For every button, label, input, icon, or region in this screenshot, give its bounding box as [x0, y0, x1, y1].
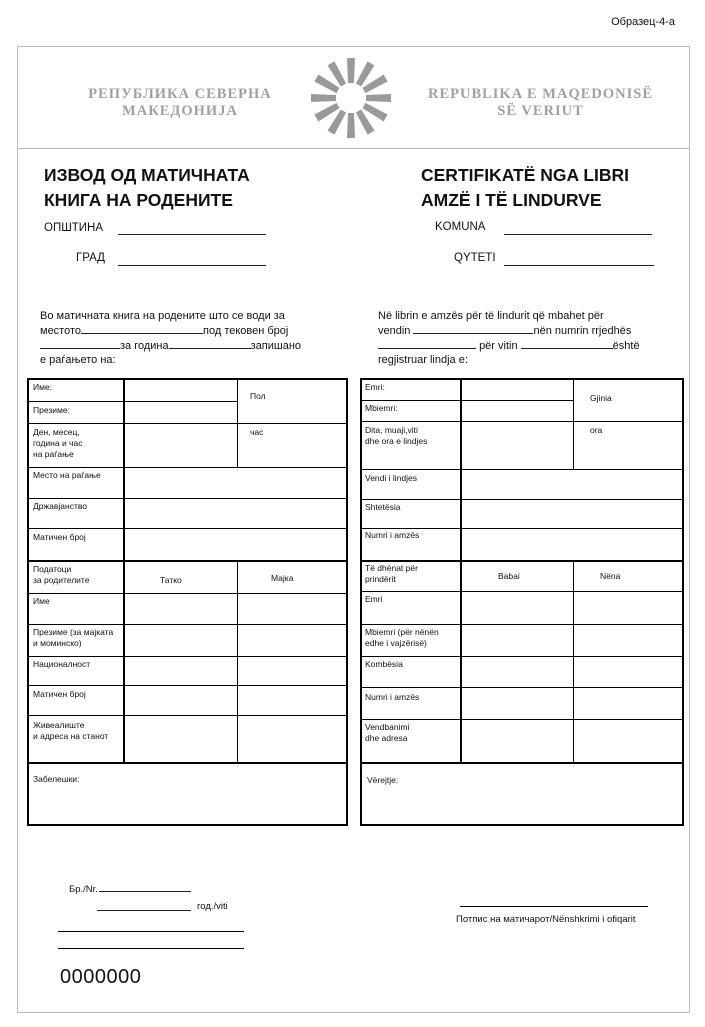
- al-intro-year-label: për vitin: [479, 340, 518, 352]
- al-parent-surname-label: [365, 627, 439, 649]
- mk-father-label: Татко: [160, 575, 182, 585]
- mk-citizenship-label: Државјанство: [33, 501, 88, 511]
- al-residence-label: [365, 722, 409, 744]
- al-table-hline: [361, 762, 683, 764]
- al-table-hline: [361, 400, 574, 401]
- mk-table-hline: [28, 624, 347, 625]
- al-table-hline: [361, 591, 683, 592]
- mk-table-hline: [28, 467, 347, 468]
- al-intro-place-label: vendin: [378, 325, 411, 337]
- al-pob-label: Vendi i lindjes: [365, 473, 417, 483]
- form-code: Образец-4-а: [611, 16, 675, 28]
- mk-table-hline: [28, 423, 347, 424]
- al-table-hline: [361, 528, 683, 529]
- mk-parent-surname-l1: Презиме (за мајката: [33, 627, 114, 637]
- al-intro-line4: regjistruar lindja e:: [378, 354, 468, 366]
- al-parent-id-label: Numri i amzës: [365, 692, 420, 702]
- al-intro-recorded-label: është: [612, 340, 640, 352]
- al-table-vline-1: [460, 379, 462, 763]
- al-city-field[interactable]: [504, 253, 654, 266]
- al-sex-label: Gjinia: [590, 393, 612, 403]
- al-parents-label-l2: prindërit: [365, 574, 396, 584]
- al-table-hline: [361, 560, 683, 562]
- stamp-line-1: [58, 931, 244, 932]
- stamp-line-2: [58, 948, 244, 949]
- mk-name-label: Име:: [33, 382, 53, 392]
- al-table-hline: [361, 499, 683, 500]
- mk-dob-label-l2: година и час: [33, 438, 83, 448]
- al-intro-place-field[interactable]: [413, 323, 533, 334]
- mk-parent-surname-l2: и моминско): [33, 638, 82, 648]
- al-notes-label: Vërejtje:: [367, 775, 399, 785]
- al-id-number-label: Numri i amzës: [365, 530, 420, 540]
- mk-parent-name-label: Име: [33, 596, 50, 606]
- mk-parents-label-l2: за родителите: [33, 575, 90, 585]
- reg-no-label: Бр./Nr.: [69, 884, 98, 895]
- mk-title: [44, 163, 250, 213]
- al-municipality-field[interactable]: [504, 222, 652, 235]
- al-parent-surname-l2: edhe i vajzërisë): [365, 638, 427, 648]
- mk-city-field[interactable]: [118, 253, 266, 266]
- al-parents-label-l1: Të dhënat për: [365, 563, 418, 573]
- al-parents-label: [365, 563, 418, 585]
- al-intro-number-label: nën numrin rrjedhës: [533, 325, 632, 337]
- al-surname-label: Mbiemri:: [365, 403, 398, 413]
- al-parent-surname-l1: Mbiemri (për nënën: [365, 627, 439, 637]
- mk-residence-label: [33, 720, 108, 742]
- mk-table-vline-1: [123, 379, 125, 763]
- mk-parent-id-label: Матичен број: [33, 689, 86, 699]
- mk-nationality-label: Националност: [33, 659, 91, 669]
- mk-table-vline-2b: [237, 561, 238, 763]
- mk-intro: [40, 309, 320, 367]
- header-mk: [55, 86, 305, 120]
- mk-intro-number-label: под тековен број: [203, 325, 289, 337]
- mk-table-hline: [28, 401, 238, 402]
- mk-table-hline: [28, 498, 347, 499]
- mk-dob-label-l1: Ден, месец,: [33, 427, 80, 437]
- mk-parent-surname-label: [33, 627, 113, 649]
- header-mk-line1: РЕПУБЛИКА СЕВЕРНА: [88, 86, 272, 102]
- mk-table-hline: [28, 715, 347, 716]
- mk-table-hline: [28, 762, 347, 764]
- mk-intro-place-field[interactable]: [81, 323, 203, 334]
- mk-pob-label: Место на раѓање: [33, 470, 101, 480]
- mk-intro-line4: е раѓањето на:: [40, 354, 116, 366]
- reg-no-field[interactable]: [99, 882, 191, 892]
- al-table-hline: [361, 421, 683, 422]
- al-intro-year-field[interactable]: [521, 338, 613, 349]
- al-intro-year-blank[interactable]: [378, 338, 476, 349]
- al-table-hline: [361, 656, 683, 657]
- mk-city-label: ГРАД: [76, 252, 105, 264]
- mk-table-hline: [28, 560, 347, 562]
- mk-table-hline: [28, 685, 347, 686]
- al-city-label: QYTETI: [454, 252, 496, 264]
- signature-label: Потпис на матичарот/Nënshkrimi i ofiqarit: [456, 914, 636, 925]
- al-title-line1: CERTIFIKATË NGA LIBRI: [421, 165, 630, 185]
- mk-intro-recorded-label: запишано: [250, 340, 302, 352]
- header-al: [398, 86, 683, 120]
- al-residence-l2: dhe adresa: [365, 733, 408, 743]
- al-dob-label-l2: dhe ora e lindjes: [365, 436, 428, 446]
- mk-intro-year-field[interactable]: [169, 338, 251, 349]
- mk-id-number-label: Матичен број: [33, 532, 86, 542]
- al-title: [421, 163, 629, 213]
- mk-intro-year-label: за година: [120, 340, 169, 352]
- mk-residence-l1: Живеалиште: [33, 720, 85, 730]
- al-residence-l1: Vendbanimi: [365, 722, 410, 732]
- mk-municipality-label: ОПШТИНА: [44, 222, 104, 234]
- mk-table-hline: [28, 528, 347, 529]
- al-dob-label: [365, 425, 427, 447]
- sun-emblem-icon: [309, 56, 393, 140]
- mk-parents-label: [33, 564, 89, 586]
- al-table-hline: [361, 469, 683, 470]
- al-name-label: Emri:: [365, 382, 385, 392]
- mk-residence-l2: и адреса на станот: [33, 731, 109, 741]
- mk-sex-label: Пол: [250, 391, 266, 401]
- mk-intro-line1: Во матичната книга на родените што се води за: [40, 310, 285, 322]
- mk-surname-label: Презиме:: [33, 405, 70, 415]
- al-table-hline: [361, 719, 683, 720]
- header-mk-line2: МАКЕДОНИЈА: [122, 103, 238, 119]
- mk-title-line2: КНИГА НА РОДЕНИТЕ: [44, 190, 233, 210]
- header-al-line2: SË VERIUT: [497, 103, 584, 119]
- mk-intro-year-blank[interactable]: [40, 338, 120, 349]
- mk-table-hline: [28, 593, 347, 594]
- mk-mother-label: Мајка: [271, 573, 294, 583]
- al-table-vline-2a: [573, 379, 574, 470]
- al-parent-name-label: Emri: [365, 594, 383, 604]
- year-field[interactable]: [97, 901, 191, 911]
- al-citizenship-label: Shtetësia: [365, 502, 401, 512]
- mk-notes-label: Забелешки:: [33, 774, 80, 784]
- mk-dob-label: [33, 427, 82, 460]
- al-nationality-label: Kombësia: [365, 659, 403, 669]
- al-mother-label: Nëna: [600, 571, 621, 581]
- al-intro-line1: Në librin e amzës për të lindurit që mbahet për: [378, 310, 604, 322]
- header-al-line1: REPUBLIKA E MAQEDONISË: [427, 86, 654, 102]
- al-hour-label: ora: [590, 425, 603, 435]
- mk-hour-label: час: [250, 427, 264, 437]
- al-table-hline: [361, 624, 683, 625]
- mk-municipality-field[interactable]: [118, 222, 266, 235]
- mk-title-line1: ИЗВОД ОД МАТИЧНАТА: [44, 165, 250, 185]
- al-municipality-label: KOMUNA: [435, 221, 486, 233]
- mk-intro-place-label: местото: [40, 325, 82, 337]
- mk-dob-label-l3: на раѓање: [33, 449, 74, 459]
- al-intro: [378, 309, 658, 367]
- mk-table-hline: [28, 656, 347, 657]
- signature-line[interactable]: [460, 906, 648, 907]
- al-table-hline: [361, 687, 683, 688]
- serial-number: 0000000: [60, 966, 142, 988]
- al-title-line2: AMZË I TË LINDURVE: [421, 190, 602, 210]
- al-father-label: Babai: [498, 571, 520, 581]
- mk-parents-label-l1: Податоци: [33, 564, 72, 574]
- al-dob-label-l1: Dita, muaji,viti: [365, 425, 418, 435]
- year-label: год./viti: [197, 901, 228, 912]
